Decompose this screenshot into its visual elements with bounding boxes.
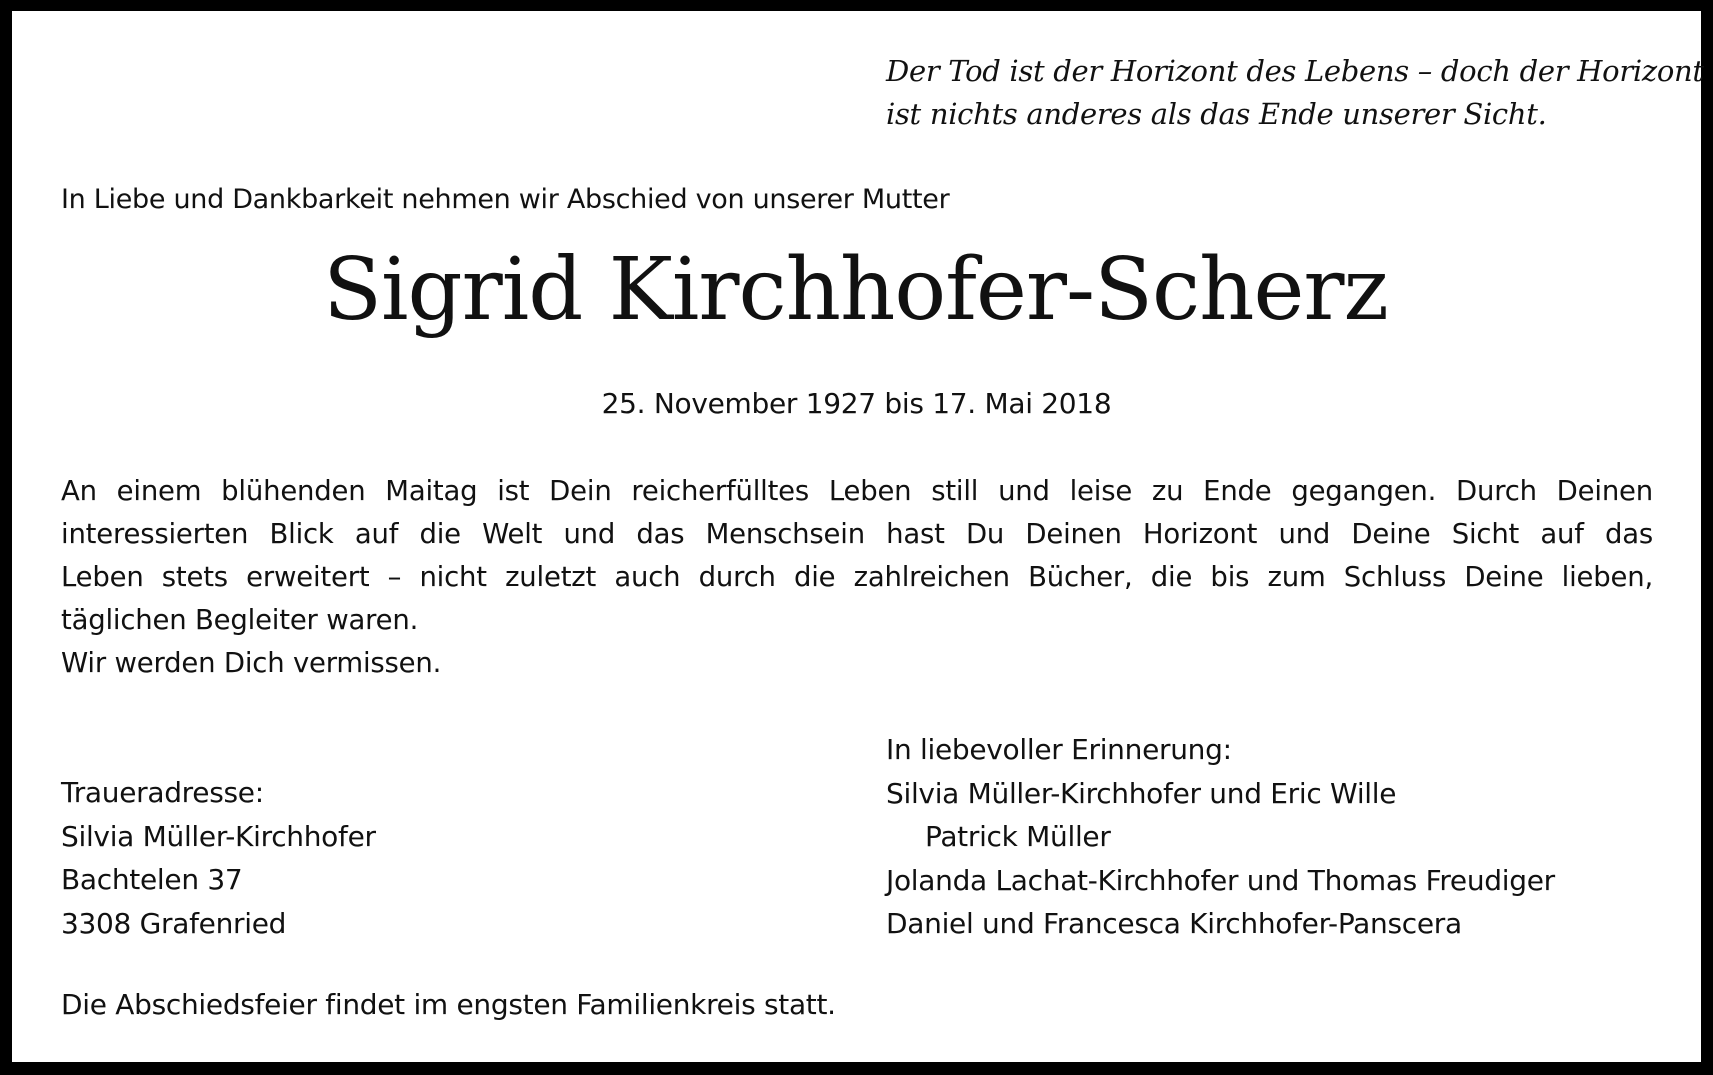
quote-line: ist nichts anderes als das Ende unserer Sicht.: [886, 97, 1547, 131]
life-dates: 25. November 1927 bis 17. Mai 2018: [601, 387, 1112, 420]
mourner-name: Silvia Müller-Kirchhofer und Eric Wille: [886, 776, 1397, 810]
paragraph-line: täglichen Begleiter waren.: [61, 604, 419, 636]
mourner-name: Jolanda Lachat-Kirchhofer und Thomas Freudiger: [886, 863, 1555, 897]
address-heading: Traueradresse:: [61, 776, 264, 809]
paragraph-line: interessierten Blick auf die Welt und das Menschsein hast Du Deinen Horizont und Deine Sicht auf das: [61, 518, 1653, 550]
epigraph-quote: [886, 50, 1704, 136]
deceased-name: Sigrid Kirchhofer-Scherz: [323, 240, 1388, 340]
mourners-heading: In liebevoller Erinnerung:: [886, 733, 1232, 766]
mourner-name: Patrick Müller: [925, 820, 1111, 853]
mourner-name: Daniel und Francesca Kirchhofer-Panscera: [886, 907, 1462, 940]
paragraph-line: Wir werden Dich vermissen.: [61, 647, 442, 679]
mourners-list: [886, 728, 1555, 946]
address-name: Silvia Müller-Kirchhofer: [61, 819, 376, 853]
tribute-paragraph: [61, 470, 1653, 685]
address-street: Bachtelen 37: [61, 863, 243, 896]
paragraph-line: Leben stets erweitert – nicht zuletzt auch durch die zahlreichen Bücher, die bis zum Schluss Deine lieben,: [61, 561, 1653, 593]
ceremony-note: Die Abschiedsfeier findet im engsten Familienkreis statt.: [61, 988, 836, 1021]
intro-text: In Liebe und Dankbarkeit nehmen wir Abschied von unserer Mutter: [61, 184, 950, 215]
quote-line: Der Tod ist der Horizont des Lebens – doch der Horizont: [886, 54, 1704, 88]
mourning-address: [61, 771, 376, 945]
address-city: 3308 Grafenried: [61, 906, 287, 940]
paragraph-line: An einem blühenden Maitag ist Dein reicherfülltes Leben still und leise zu Ende gegangen. Durch Deinen: [61, 475, 1653, 507]
